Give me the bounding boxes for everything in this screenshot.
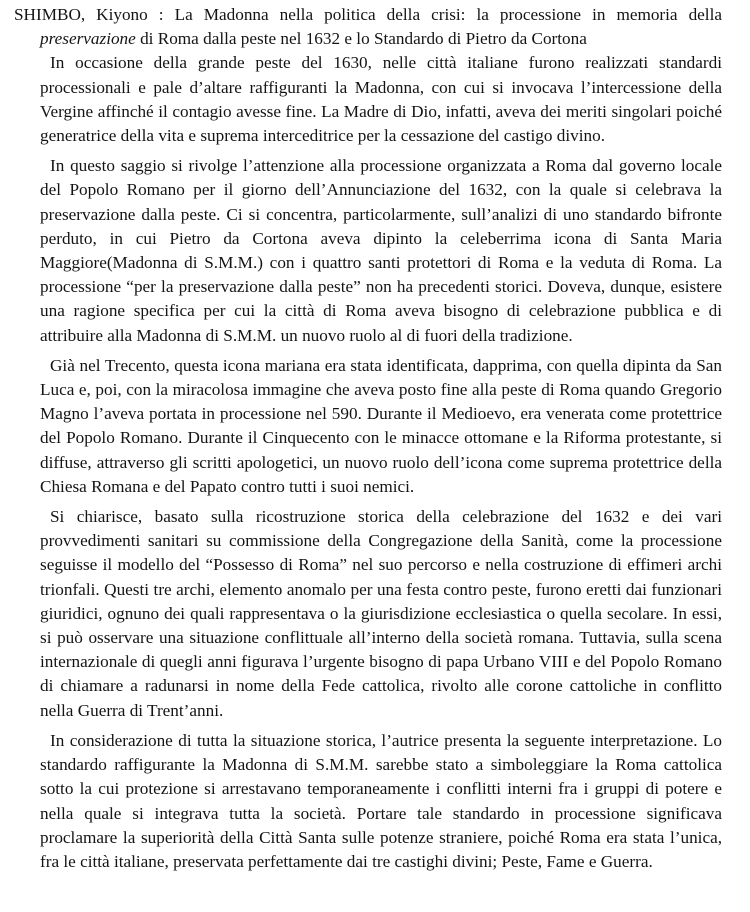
paragraph-4: Si chiarisce, basato sulla ricostruzione storica della celebrazione del 1632 e dei vari provvedimenti sanitari su commissione della Congregazione della Sanità, come la processione seguisse il modello del “Possesso di Roma” nel suo percorso e nella costruzione di effimeri archi trionfali. Questi tre archi, elemento anomalo per una festa contro peste, furono eretti dai funzionari giuridici, ognuno dei quali rappresentava o la giurisdizione ecclesiastica o quella secolare. In essi, si può osservare una situazione conflittuale all’interno della società romana. Tuttavia, sulla scena internazionale di quegli anni figurava l’urgente bisogno di papa Urbano VIII e del Popolo Romano di chiamare a radunarsi in nome della Fede cattolica, rivolto alle corone cattoliche in conflitto nella Guerra di Trent’anni.	[40, 507, 722, 720]
title-part-2: di Roma dalla peste nel 1632 e lo Standardo di Pietro da Cortona	[135, 29, 587, 49]
title-line-2	[14, 27, 722, 51]
paragraph-2: In questo saggio si rivolge l’attenzione alla processione organizzata a Roma dal governo locale del Popolo Romano per il giorno dell’Annunciazione del 1632, con la quale si celebrava la preservazione dalla peste. Ci si concentra, particolarmente, sull’analizi di uno standardo bifronte perduto, in cui Pietro da Cortona aveva dipinto la celeberrima icona di Santa Maria Maggiore(Madonna di S.M.M.) con i quattro santi protettori di Roma e la veduta di Roma. La processione “per la preservazione dalla peste” non ha precedenti storici. Doveva, dunque, esistere una ragione specifica per cui la città di Roma aveva bisogno di celebrazione pubblica e di attribuire alla Madonna di S.M.M. un nuovo ruolo al di fuori della tradizione.	[40, 156, 722, 345]
title-italic-word: preservazione	[40, 29, 136, 49]
author-name: SHIMBO, Kiyono	[14, 5, 148, 24]
title-separator: :	[147, 5, 175, 24]
title-part-1: La Madonna nella politica della crisi: la processione in memoria della	[174, 5, 722, 24]
paragraph-3: Già nel Trecento, questa icona mariana era stata identificata, dapprima, con quella dipinta da San Luca e, poi, con la miracolosa immagine che aveva posto fine alla peste di Roma quando Gregorio Magno l’aveva portata in processione nel 590. Durante il Medioevo, era venerata come protettrice del Popolo Romano. Durante il Cinquecento con le minacce ottomane e la Riforma protestante, si diffuse, attraverso gli scritti apologetici, un nuovo ruolo dell’icona come suprema protettrice della Chiesa Romana e del Papato contro tutti i suoi nemici.	[40, 355, 722, 496]
paragraph-1: In occasione della grande peste del 1630, nelle città italiane furono realizzati standardi processionali e pale d’altare raffiguranti la Madonna, con cui si invocava l’intercessione della Vergine affinché il contagio avesse fine. La Madre di Dio, infatti, aveva dei meriti singolari poiché generatrice della vita e suprema interceditrice per la cessazione del castigo divino.	[40, 53, 722, 146]
title-line-1	[14, 3, 722, 27]
paragraph-5: In considerazione di tutta la situazione storica, l’autrice presenta la seguente interpretazione. Lo standardo raffigurante la Madonna di S.M.M. sarebbe stato a simboleggiare la Roma cattolica sotto la cui protezione si arrestavano temporaneamente i conflitti interni fra i gruppi di potere e nella quale si integrava tutta la società. Portare tale standardo in processione significava proclamare la superiorità della Città Santa sulle potenze straniere, poiché Roma era stata l’unica, fra le città italiane, preservata perfettamente dai tre castighi divini; Peste, Fame e Guerra.	[40, 730, 722, 871]
article-title	[14, 3, 722, 51]
